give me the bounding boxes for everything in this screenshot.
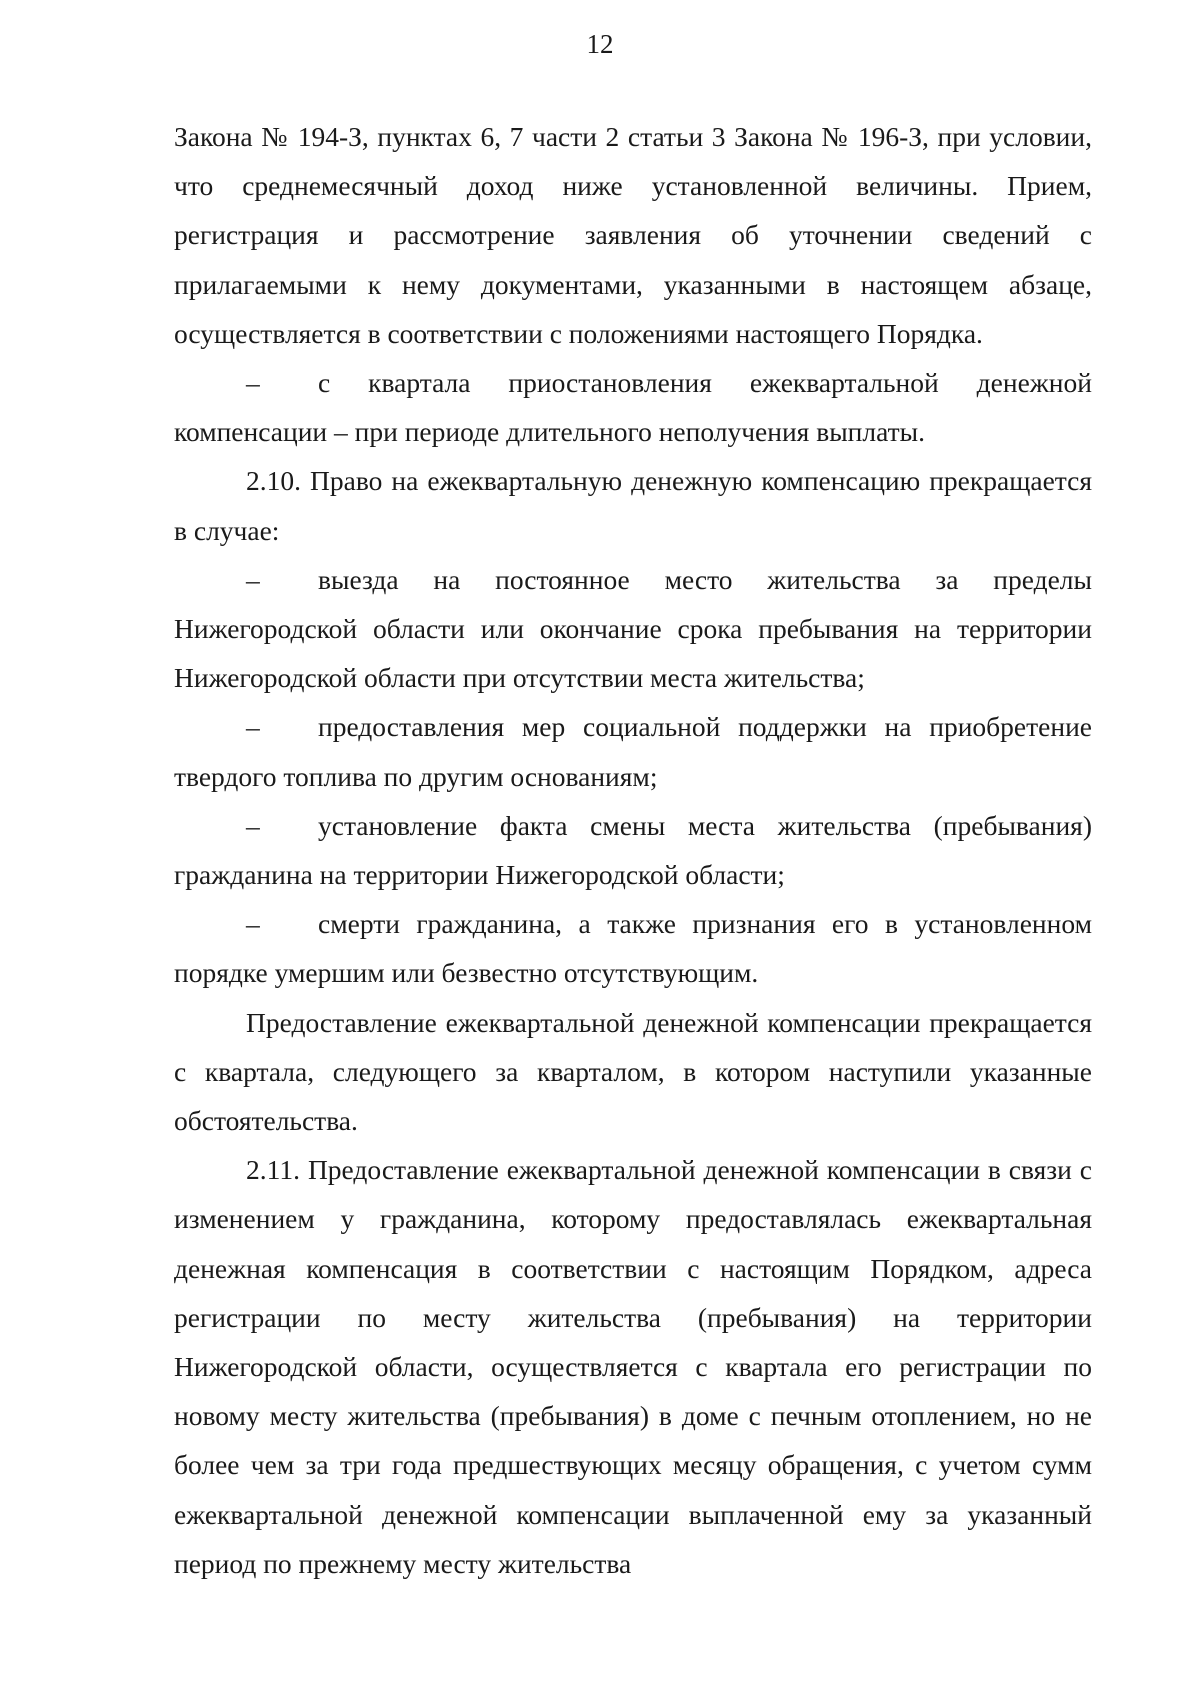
numbered-paragraph <box>174 1145 1092 1588</box>
list-item-dash <box>174 899 1092 997</box>
list-item-dash <box>174 555 1092 703</box>
document-body <box>174 112 1092 1588</box>
dash-marker: – <box>246 563 260 595</box>
list-item-text: с квартала приостановления ежеквартальной денежной компенсации – при периоде длительного неполучения выплаты. <box>174 367 1092 448</box>
dash-marker: – <box>246 711 260 743</box>
list-item-dash <box>174 702 1092 800</box>
paragraph-indented: Предоставление ежеквартальной денежной компенсации прекращается с квартала, следующего за кварталом, в котором наступили указанные обстоятельства. <box>174 1006 1092 1137</box>
paragraph-text: Предоставление ежеквартальной денежной компенсации в связи с изменением у гражданина, которому предоставлялась ежеквартальная денежная компенсация в соответствии с настоящим Порядком, адреса регистрации по месту жительства (пребывания) на территории Нижегородской области, осуществляется с квартала его регистрации по новому месту жительства (пребывания) в доме с печным отоплением, но не более чем за три года предшествующих месяцу обращения, с учетом сумм ежеквартальной денежной компенсации выплаченной ему за указанный период по прежнему месту жительства <box>174 1154 1093 1579</box>
dash-marker: – <box>246 367 260 399</box>
paragraph-text: Право на ежеквартальную денежную компенсацию прекращается в случае: <box>174 465 1092 546</box>
list-item-text: выезда на постоянное место жительства за пределы Нижегородской области или окончание срока пребывания на территории Нижегородской области при отсутствии места жительства; <box>174 563 1092 694</box>
paragraph-number: 2.11. <box>246 1154 300 1186</box>
dash-marker: – <box>246 809 260 841</box>
paragraph-number: 2.10. <box>246 465 301 497</box>
list-item-text: предоставления мер социальной поддержки на приобретение твердого топлива по другим основаниям; <box>174 711 1092 792</box>
list-item-dash <box>174 358 1092 456</box>
list-item-text: смерти гражданина, а также признания его в установленном порядке умершим или безвестно отсутствующим. <box>174 908 1092 989</box>
dash-marker: – <box>246 908 260 940</box>
list-item-dash <box>174 801 1092 899</box>
numbered-paragraph <box>174 456 1092 554</box>
page-number: 12 <box>586 29 614 59</box>
list-item-text: установление факта смены места жительства (пребывания) гражданина на территории Нижегородской области; <box>174 809 1092 891</box>
paragraph-continuation: Закона № 194-З, пунктах 6, 7 части 2 статьи 3 Закона № 196-З, при условии, что среднемесячный доход ниже установленной величины. Прием, регистрация и рассмотрение заявления об уточнении сведений с прилагаемыми к нему документами, указанными в настоящем абзаце, осуществляется в соответствии с положениями настоящего Порядка. <box>174 121 1092 349</box>
